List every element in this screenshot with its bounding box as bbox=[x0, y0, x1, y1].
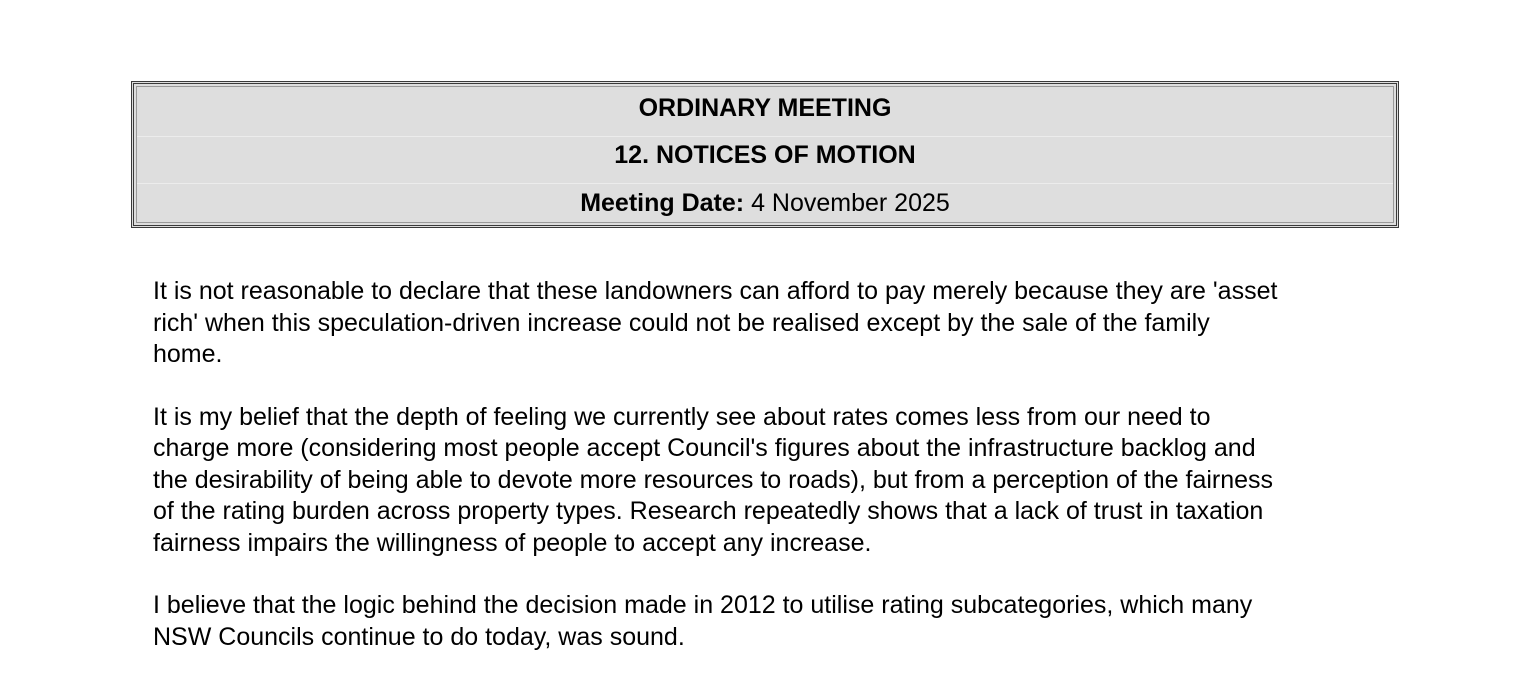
meeting-header bbox=[131, 81, 1399, 228]
meeting-date-line bbox=[134, 188, 1396, 218]
header-divider bbox=[137, 183, 1393, 184]
meeting-date-value: 4 November 2025 bbox=[751, 189, 950, 217]
paragraph-asset-rich: It is not reasonable to declare that these landowners can afford to pay merely because they are 'asset rich' when this speculation-driven increase could not be realised except by the sale of the family home. bbox=[153, 277, 1278, 368]
section-title: 12. NOTICES OF MOTION bbox=[614, 141, 916, 169]
meeting-type-title: ORDINARY MEETING bbox=[638, 94, 892, 122]
meeting-date-label: Meeting Date: bbox=[580, 189, 745, 217]
paragraph-subcategories: I believe that the logic behind the decision made in 2012 to utilise rating subcategories, which many NSW Councils continue to do today, was sound. bbox=[153, 591, 1253, 651]
motion-body bbox=[153, 276, 1393, 684]
paragraph-fairness: It is my belief that the depth of feeling we currently see about rates comes less from our need to charge more (considering most people accept Council's figures about the infrastructure backlog and the desirability of being able to devote more resources to roads), but from a perception of the fairness of the rating burden across property types. Research repeatedly shows that a lack of trust in taxation fairness impairs the willingness of people to accept any increase. bbox=[153, 402, 1274, 557]
header-divider bbox=[137, 136, 1393, 137]
